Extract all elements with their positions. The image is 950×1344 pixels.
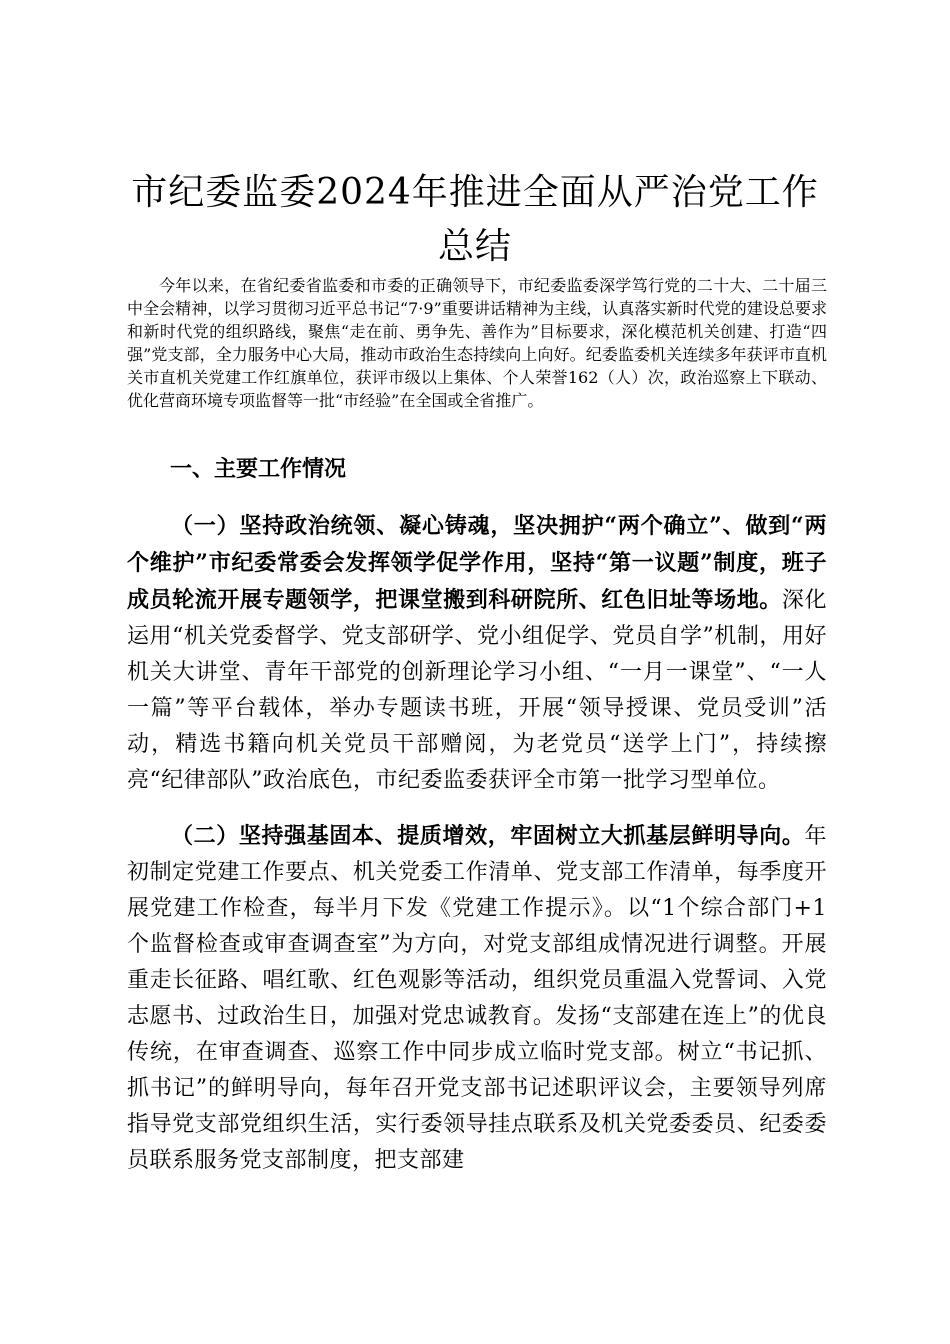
paragraph-2-lead: （二）坚持强基固本、提质增效，牢固树立大抓基层鲜明导向。: [171, 823, 805, 849]
paragraph-1-lead: （一）坚持政治统领、凝心铸魂，坚决拥护“两个确立”、做到“两个维护”市纪委常委会发挥领学促学作用，坚持“第一议题”制度，班子成员轮流开展专题领学，把课堂搬到科研院所、红色旧址等场地。: [127, 513, 827, 613]
body-paragraph-2: [127, 818, 827, 1179]
paragraph-1-body: 深化运用“机关党委督学、党支部研学、党小组促学、党员自学”机制，用好机关大讲堂、青年干部党的创新理论学习小组、“一月一课堂”、“一人一篇”等平台载体，举办专题读书班，开展“领导授课、党员受训”活动，精选书籍向机关党员干部赠阅，为老党员“送学上门”，持续擦亮“纪律部队”政治底色，市纪委监委获评全市第一批学习型单位。: [127, 588, 827, 793]
body-paragraph-1: [127, 508, 827, 799]
intro-paragraph: 今年以来，在省纪委省监委和市委的正确领导下，市纪委监委深学笃行党的二十大、二十届三中全会精神，以学习贯彻习近平总书记“7·9”重要讲话精神为主线，认真落实新时代党的建设总要求和新时代党的组织路线，聚焦“走在前、勇争先、善作为”目标要求，深化模范机关创建、打造“四强”党支部，全力服务中心大局，推动市政治生态持续向上向好。纪委监委机关连续多年获评市直机关市直机关党建工作红旗单位，获评市级以上集体、个人荣誉162（人）次，政治巡察上下联动、优化营商环境专项监督等一批“市经验”在全国或全省推广。: [127, 276, 827, 410]
paragraph-2-body: 年初制定党建工作要点、机关党委工作清单、党支部工作清单，每季度开展党建工作检查，每半月下发《党建工作提示》。以“1个综合部门+1个监督检查或审查调查室”为方向，对党支部组成情况进行调整。开展重走长征路、唱红歌、红色观影等活动，组织党员重温入党誓词、入党志愿书、过政治生日，加强对党忠诚教育。发扬“支部建在连上”的优良传统，在审查调查、巡察工作中同步成立临时党支部。树立“书记抓、抓书记”的鲜明导向，每年召开党支部书记述职评议会，主要领导列席指导党支部党组织生活，实行委领导挂点联系及机关党委委员、纪委委员联系服务党支部制度，把支部建: [127, 824, 827, 1173]
document-title: 市纪委监委2024年推进全面从严治党工作总结: [131, 172, 819, 267]
section-heading: 一、主要工作情况: [170, 456, 347, 482]
